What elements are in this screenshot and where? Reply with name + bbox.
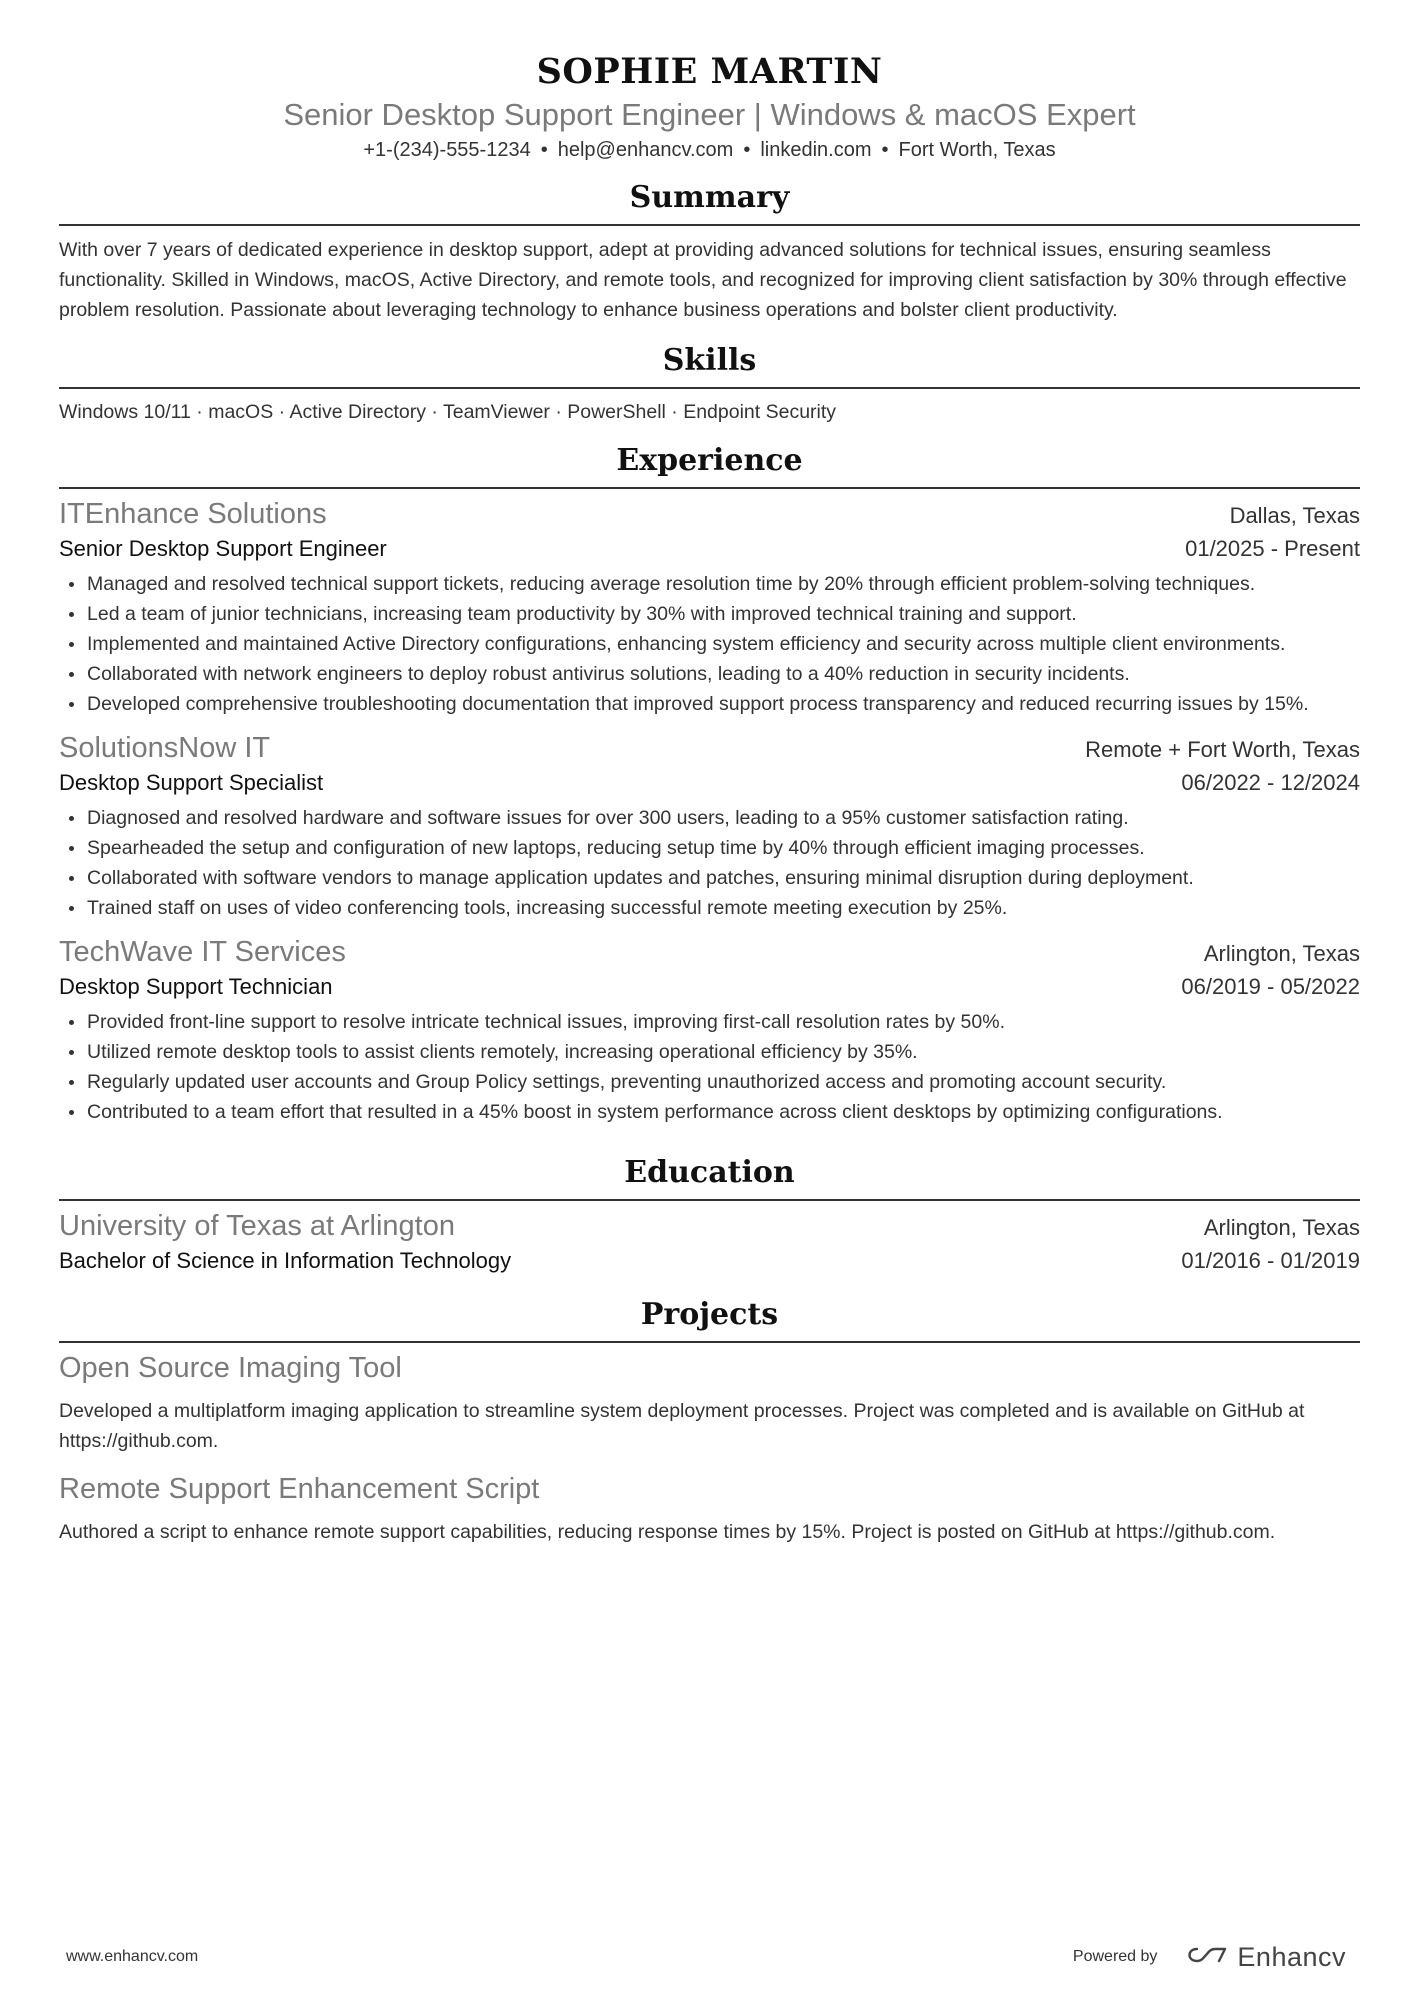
section-divider <box>59 224 1360 226</box>
experience-section <box>59 441 1360 1127</box>
experience-dates: 06/2022 - 12/2024 <box>1181 770 1360 795</box>
section-divider <box>59 1199 1360 1201</box>
experience-bullets <box>59 569 1360 719</box>
section-divider <box>59 387 1360 389</box>
section-heading-education: Education <box>624 1155 795 1190</box>
contact-separator: • <box>540 139 548 161</box>
bullet-item: Contributed to a team effort that resulted in a 45% boost in system performance across client desktops by optimizing configurations. <box>59 1097 1360 1127</box>
summary-text: With over 7 years of dedicated experience in desktop support, adept at providing advanced solutions for technical issues, ensuring seamless functionality. Skilled in Windows, macOS, Active Directory, and remote tools, and recognized for improving client satisfaction by 30% through effective problem resolution. Passionate about leveraging technology to enhance business operations and bolster client productivity. <box>59 239 1347 321</box>
contact-phone: +1-(234)-555-1234 <box>363 139 531 161</box>
bullet-item: Spearheaded the setup and configuration of new laptops, reducing setup time by 40% through efficient imaging processes. <box>59 833 1360 863</box>
experience-dates: 06/2019 - 05/2022 <box>1181 974 1360 999</box>
experience-location: Remote + Fort Worth, Texas <box>1085 737 1360 762</box>
section-heading-skills: Skills <box>662 343 757 378</box>
contact-linkedin[interactable]: linkedin.com <box>760 139 872 161</box>
experience-location: Arlington, Texas <box>1203 941 1360 966</box>
project-entry <box>59 1470 1360 1547</box>
footer-website-link[interactable]: www.enhancv.com <box>66 1948 199 1965</box>
enhancv-brand-name: Enhancv <box>1237 1941 1346 1972</box>
project-description: Authored a script to enhance remote support capabilities, reducing response times by 15%. Project is posted on GitHub at https://github.com. <box>59 1521 1276 1543</box>
section-heading-summary: Summary <box>629 180 790 215</box>
experience-location: Dallas, Texas <box>1229 503 1360 528</box>
candidate-title: Senior Desktop Support Engineer | Windows & macOS Expert <box>283 97 1136 132</box>
experience-role-row <box>59 533 1360 565</box>
bullet-item: Managed and resolved technical support tickets, reducing average resolution time by 20% through efficient problem-solving techniques. <box>59 569 1360 599</box>
projects-section <box>59 1295 1360 1547</box>
candidate-name: SOPHIE MARTIN <box>536 51 883 92</box>
education-school: University of Texas at Arlington <box>59 1210 455 1242</box>
powered-by-badge[interactable] <box>1073 1942 1346 1973</box>
project-title: Remote Support Enhancement Script <box>59 1473 540 1505</box>
bullet-item: Provided front-line support to resolve intricate technical issues, improving first-call resolution rates by 50%. <box>59 1007 1360 1037</box>
contact-line <box>59 136 1360 164</box>
contact-separator: • <box>743 139 751 161</box>
experience-company: TechWave IT Services <box>59 936 346 968</box>
experience-company-row <box>59 729 1360 767</box>
education-section <box>59 1153 1360 1277</box>
experience-dates: 01/2025 - Present <box>1185 536 1360 561</box>
skills-list: Windows 10/11 · macOS · Active Directory · TeamViewer · PowerShell · Endpoint Security <box>59 401 837 423</box>
experience-role: Senior Desktop Support Engineer <box>59 536 387 561</box>
summary-section <box>59 178 1360 325</box>
education-degree: Bachelor of Science in Information Technology <box>59 1248 512 1273</box>
section-heading-projects: Projects <box>640 1297 779 1332</box>
experience-bullets <box>59 803 1360 923</box>
experience-role: Desktop Support Specialist <box>59 770 324 795</box>
experience-company: SolutionsNow IT <box>59 732 271 764</box>
experience-role-row <box>59 971 1360 1003</box>
section-divider <box>59 1341 1360 1343</box>
education-dates: 01/2016 - 01/2019 <box>1181 1248 1360 1273</box>
bullet-item: Utilized remote desktop tools to assist clients remotely, increasing operational efficiency by 35%. <box>59 1037 1360 1067</box>
education-school-row <box>59 1207 1360 1245</box>
powered-by-label: Powered by <box>1072 1948 1158 1965</box>
experience-role: Desktop Support Technician <box>59 974 333 999</box>
project-description: Developed a multiplatform imaging application to streamline system deployment processes. Project was completed and is available on GitHub at https://github.com. <box>59 1400 1305 1452</box>
experience-entry <box>59 729 1360 923</box>
resume-page <box>59 0 1360 1547</box>
bullet-item: Developed comprehensive troubleshooting documentation that improved support process transparency and reduced recurring issues by 15%. <box>59 689 1360 719</box>
experience-bullets <box>59 1007 1360 1127</box>
experience-role-row <box>59 767 1360 799</box>
experience-company-row <box>59 933 1360 971</box>
education-entry <box>59 1207 1360 1277</box>
experience-entry <box>59 495 1360 719</box>
project-title: Open Source Imaging Tool <box>59 1352 402 1384</box>
education-location: Arlington, Texas <box>1203 1215 1360 1240</box>
bullet-item: Diagnosed and resolved hardware and software issues for over 300 users, leading to a 95% customer satisfaction rating. <box>59 803 1360 833</box>
enhancv-logo-icon <box>1183 1944 1229 1971</box>
section-divider <box>59 487 1360 489</box>
contact-location: Fort Worth, Texas <box>898 139 1056 161</box>
page-footer <box>66 1940 1346 1974</box>
project-entry <box>59 1349 1360 1456</box>
experience-entry <box>59 933 1360 1127</box>
education-degree-row <box>59 1245 1360 1277</box>
bullet-item: Collaborated with network engineers to deploy robust antivirus solutions, leading to a 40% reduction in security incidents. <box>59 659 1360 689</box>
section-heading-experience: Experience <box>616 443 803 478</box>
bullet-item: Implemented and maintained Active Directory configurations, enhancing system efficiency and security across multiple client environments. <box>59 629 1360 659</box>
bullet-item: Led a team of junior technicians, increasing team productivity by 30% with improved technical training and support. <box>59 599 1360 629</box>
bullet-item: Trained staff on uses of video conferencing tools, increasing successful remote meeting execution by 25%. <box>59 893 1360 923</box>
contact-separator: • <box>881 139 889 161</box>
contact-email[interactable]: help@enhancv.com <box>557 139 734 161</box>
experience-company-row <box>59 495 1360 533</box>
bullet-item: Collaborated with software vendors to manage application updates and patches, ensuring minimal disruption during deployment. <box>59 863 1360 893</box>
skills-section <box>59 341 1360 427</box>
experience-company: ITEnhance Solutions <box>59 498 327 530</box>
bullet-item: Regularly updated user accounts and Group Policy settings, preventing unauthorized access and promoting account security. <box>59 1067 1360 1097</box>
resume-header <box>59 48 1360 164</box>
